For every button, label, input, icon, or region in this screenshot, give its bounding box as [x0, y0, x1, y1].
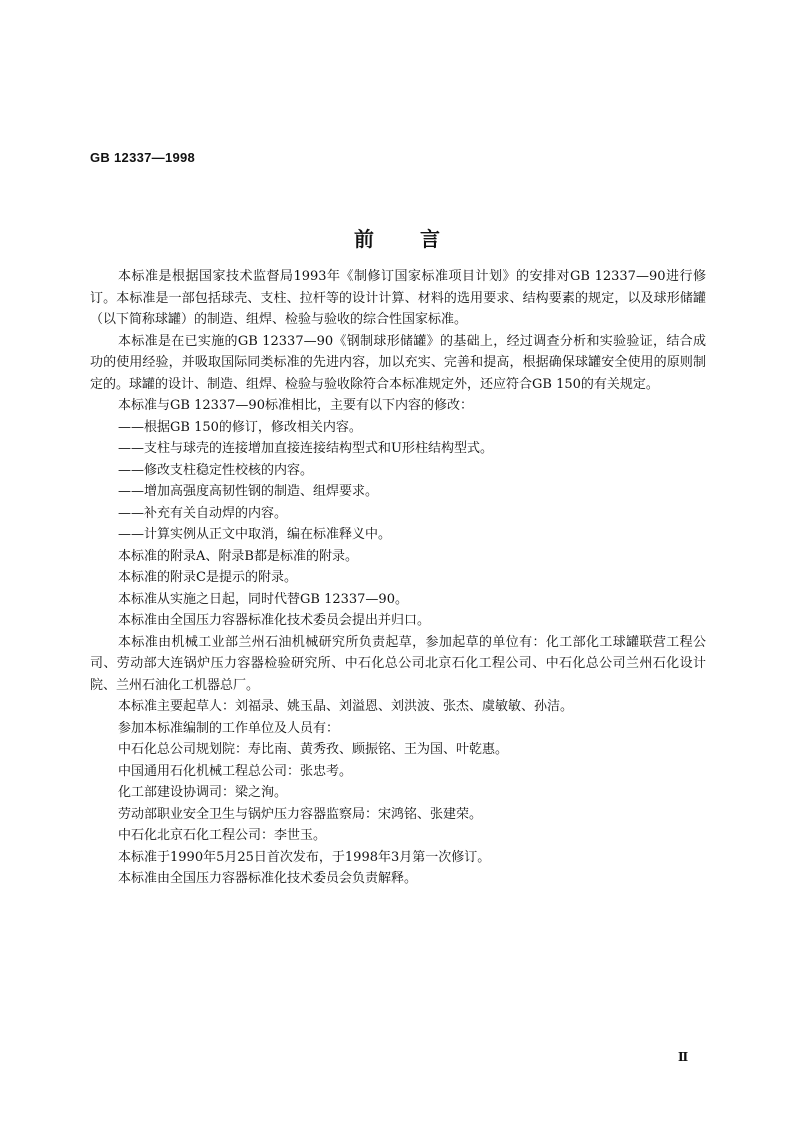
- paragraph: 本标准由机械工业部兰州石油机械研究所负责起草，参加起草的单位有：化工部化工球罐联营工程公司、劳动部大连锅炉压力容器检验研究所、中石化总公司北京石化工程公司、中石化总公司兰州石化设计院、兰州石油化工机器总厂。: [90, 634, 706, 693]
- standard-code: GB 12337—1998: [90, 150, 196, 165]
- title-char-1: 前: [354, 227, 374, 251]
- paragraph: 中国通用石化机械工程总公司：张忠考。: [118, 763, 353, 779]
- paragraph: 本标准是根据国家技术监督局1993年《制修订国家标准项目计划》的安排对GB 12337—90进行修订。本标准是一部包括球壳、支柱、拉杆等的设计计算、材料的选用要求、结构要素的规定，以及球形储罐（以下简称球罐）的制造、组焊、检验与验收的综合性国家标准。: [90, 269, 706, 327]
- paragraph: 中石化北京石化工程公司：李世玉。: [118, 828, 327, 843]
- paragraph: 本标准的附录C是提示的附录。: [118, 570, 297, 585]
- paragraph: 本标准由全国压力容器标准化技术委员会负责解释。: [118, 871, 418, 886]
- paragraph: 本标准是在已实施的GB 12337—90《钢制球形储罐》的基础上，经过调查分析和实验验证，结合成功的使用经验，并吸取国际同类标准的先进内容，加以充实、完善和提高，根据确保球罐安全使用的原则制定的。球罐的设计、制造、组焊、检验与验收除符合本标准规定外，还应符合GB 150的有关规定。: [90, 333, 706, 392]
- list-item: ——修改支柱稳定性校核的内容。: [118, 462, 314, 478]
- paragraph: 劳动部职业安全卫生与锅炉压力容器监察局：宋鸿铭、张建荣。: [118, 806, 483, 822]
- paragraph: 本标准从实施之日起，同时代替GB 12337—90。: [118, 591, 408, 607]
- list-item: ——计算实例从正文中取消，编在标准释义中。: [118, 527, 392, 542]
- paragraph: 参加本标准编制的工作单位及人员有：: [118, 720, 340, 736]
- list-item: ——支柱与球壳的连接增加直接连接结构型式和U形柱结构型式。: [118, 441, 493, 456]
- title-char-2: 言: [420, 227, 440, 251]
- paragraph: 本标准与GB 12337—90标准相比，主要有以下内容的修改：: [118, 398, 473, 413]
- paragraph: 本标准主要起草人：刘福录、姚玉晶、刘溢恩、刘洪波、张杰、虞敏敏、孙洁。: [118, 699, 574, 714]
- page-title: [0, 223, 794, 252]
- paragraph: 化工部建设协调司：梁之洵。: [118, 785, 288, 800]
- list-item: ——补充有关自动焊的内容。: [118, 505, 288, 521]
- paragraph: 本标准于1990年5月25日首次发布，于1998年3月第一次修订。: [118, 849, 491, 865]
- foreword-body: [90, 266, 706, 890]
- paragraph: 本标准由全国压力容器标准化技术委员会提出并归口。: [118, 613, 431, 628]
- page-number: Ⅱ: [678, 1050, 689, 1064]
- paragraph: 中石化总公司规划院：寿比南、黄秀孜、顾振铭、王为国、叶乾惠。: [118, 742, 509, 757]
- list-item: ——根据GB 150的修订，修改相关内容。: [118, 419, 362, 435]
- paragraph: 本标准的附录A、附录B都是标准的附录。: [118, 548, 358, 564]
- list-item: ——增加高强度高韧性钢的制造、组焊要求。: [118, 484, 379, 499]
